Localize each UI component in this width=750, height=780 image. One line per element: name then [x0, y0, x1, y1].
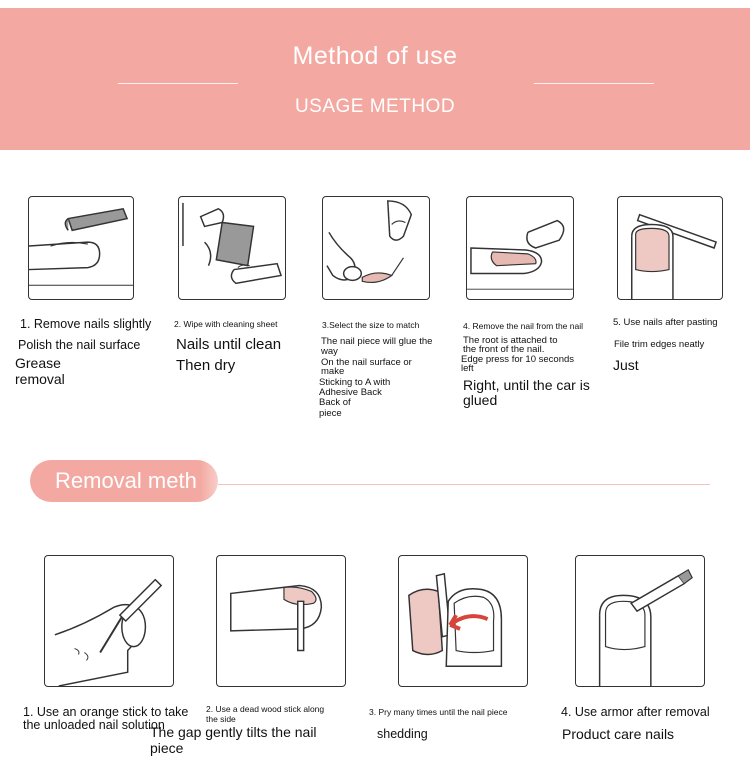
usage-step-4-line: The root is attached to — [463, 335, 558, 346]
wood-stick-tilt-icon — [216, 555, 346, 687]
usage-step-4-line: Edge press for 10 seconds — [461, 354, 575, 365]
usage-step-3-line: way — [321, 346, 338, 357]
usage-step-3-line: piece — [319, 408, 342, 419]
removal-heading-fade — [200, 462, 260, 502]
cleaning-sheet-icon — [178, 196, 286, 300]
page-title: Method of use — [292, 42, 458, 70]
usage-step-1-line: Polish the nail surface — [18, 338, 141, 352]
removal-step-2-line: The gap gently tilts the nail — [150, 724, 317, 740]
removal-step-4-title: 4. Use armor after removal — [561, 705, 710, 719]
usage-step-2-line: Then dry — [176, 357, 236, 374]
usage-step-2-line: Nails until clean — [176, 336, 282, 353]
usage-step-4-line: the front of the nail. — [463, 344, 545, 355]
usage-step-2-title: 2. Wipe with cleaning sheet — [174, 319, 278, 329]
removal-step-1-title: 1. Use an orange stick to take — [23, 705, 189, 719]
nail-file-icon — [28, 196, 134, 300]
header-rule-right — [534, 83, 654, 84]
usage-step-5-title: 5. Use nails after pasting — [613, 317, 718, 328]
removal-step-2-line: piece — [150, 740, 184, 756]
nail-tip-select-icon — [322, 196, 430, 300]
removal-step-3-line: shedding — [377, 727, 428, 741]
usage-step-1-title: 1. Remove nails slightly — [20, 317, 152, 331]
usage-step-1-line: removal — [15, 371, 65, 387]
removal-step-1-line: the unloaded nail solution — [23, 718, 165, 732]
trim-edges-icon — [617, 196, 723, 300]
removal-step-2-title: 2. Use a dead wood stick along — [206, 704, 325, 714]
usage-step-3-line: On the nail surface or — [321, 357, 412, 368]
press-nail-icon — [466, 196, 574, 300]
orange-stick-icon — [44, 555, 174, 687]
header-rule-left — [118, 83, 238, 84]
usage-step-4-line: left — [461, 363, 474, 374]
removal-step-4-line: Product care nails — [562, 726, 675, 742]
usage-step-4-line: Right, until the car is — [463, 377, 590, 393]
removal-heading: Removal meth — [55, 468, 197, 493]
removal-step-2-line: the side — [206, 714, 236, 724]
header-banner — [0, 8, 750, 150]
removal-step-3-title: 3. Pry many times until the nail piece — [369, 707, 508, 717]
usage-step-3-title: 3.Select the size to match — [322, 320, 420, 330]
removal-rule — [218, 484, 710, 485]
usage-step-3-line: Adhesive Back — [319, 387, 382, 398]
usage-step-3-line: make — [321, 366, 345, 377]
usage-step-4-title: 4. Remove the nail from the nail — [463, 321, 584, 331]
usage-step-5-line: Just — [613, 357, 639, 373]
usage-step-4-line: glued — [463, 392, 498, 408]
usage-step-3-line: Sticking to A with — [319, 377, 391, 388]
page-subtitle: USAGE METHOD — [294, 96, 456, 117]
armor-care-icon — [575, 555, 705, 687]
pry-nail-icon — [398, 555, 528, 687]
usage-step-3-line: The nail piece will glue the — [321, 336, 433, 347]
usage-step-1-line: Grease — [15, 355, 61, 371]
usage-step-5-line: File trim edges neatly — [614, 339, 705, 350]
usage-step-3-line: Back of — [319, 397, 351, 408]
